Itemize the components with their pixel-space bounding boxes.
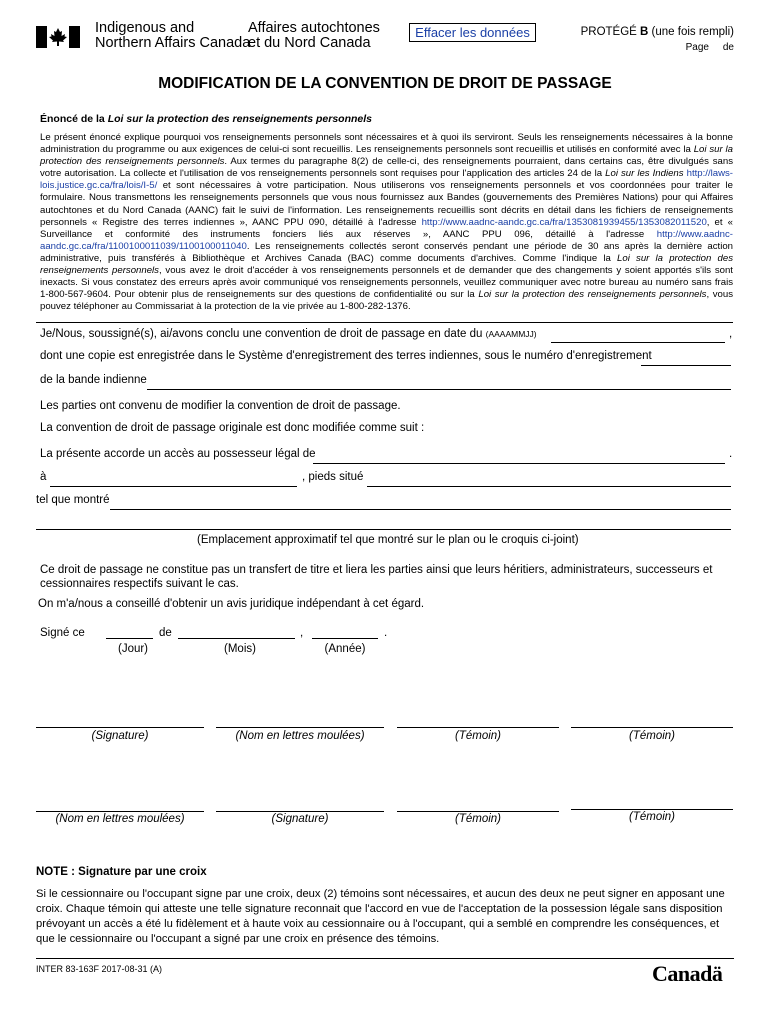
page-number: Page de (685, 42, 734, 53)
protege-level: B (640, 26, 649, 38)
feet-located-field[interactable] (367, 472, 731, 487)
printed-name-field-2[interactable] (36, 799, 204, 812)
section-divider (36, 322, 733, 323)
privacy-heading (40, 113, 372, 125)
band-name-field[interactable] (147, 375, 731, 390)
privacy-p5: . Les renseignements collectés seront conservés pendant une période de 30 ans après la dernière action administrative, puis transférés à Bibliothèque et Archives Canada (BAC) comme documents d'archives. Comme l'indique la (40, 240, 733, 264)
privacy-p4: , et « Surveillance et conformité des instruments fonciers liés aux réserves », AANC PPU 096, détaillé à l'adresse (40, 216, 733, 240)
privacy-p2: . Aux termes du paragraphe 8(2) de celle-ci, des renseignements pourraient, dans certains cas, être divulgués sans votre autorisation. La collecte et l'utilisation de vos renseignements personnels sont requises pour l'application des articles 24 de la (40, 156, 733, 180)
privacy-p6-italic: Loi sur la protection des renseignements personnels (478, 289, 707, 301)
witness-field-1[interactable] (397, 715, 559, 728)
period-2: . (384, 627, 388, 639)
witness-field-3[interactable] (397, 799, 559, 812)
note-heading: NOTE : Signature par une croix (36, 866, 207, 878)
protected-classification (520, 26, 734, 38)
year-caption: (Année) (324, 643, 366, 655)
comma: , (729, 328, 733, 340)
signed-label: Signé ce (40, 627, 85, 639)
period: . (729, 448, 733, 460)
printed-name-caption-1: (Nom en lettres moulées) (235, 730, 365, 742)
witness-field-2[interactable] (571, 715, 733, 728)
registration-label: dont une copie est enregistrée dans le Système d'enregistrement des terres indiennes, sous le numéro d'enregistrement (40, 350, 652, 362)
month-field[interactable] (178, 626, 295, 639)
dept-en-line2: Northern Affairs Canada (95, 35, 251, 51)
printed-name-caption-2: (Nom en lettres moulées) (55, 813, 185, 825)
dept-en-line1: Indigenous and (95, 20, 195, 36)
agreement-date-label (40, 328, 537, 340)
lawful-possessor-field[interactable] (313, 449, 725, 464)
not-transfer-text: Ce droit de passage ne constitue pas un transfert de titre et liera les parties ainsi que leurs héritiers, administrateurs, successeurs et cessionnaires respectifs suivant le cas. (40, 564, 713, 590)
indian-act-link[interactable]: http://laws-lois.justice.gc.ca/fra/lois/I-5/ (40, 168, 733, 192)
band-label: de la bande indienne (40, 374, 147, 386)
privacy-p6: , vous avez le droit d'accéder à vos renseignements personnels et de demander que des changements y soient apportés s'ils sont inexacts. Si vous constatez des erreurs après avoir communiqué vos renseignements personnels, veuillez communiquer avec notre bureau au numéro sans frais 1-800-567-9604. Pour obtenir plus de renseignements sur des questions de confidentialité ou sur la (40, 265, 733, 301)
witness-caption-2: (Témoin) (628, 730, 675, 742)
printed-name-field-1[interactable] (216, 715, 384, 728)
footer-divider (36, 958, 734, 959)
agreement-date-text: Je/Nous, soussigné(s), ai/avons conclu une convention de droit de passage en date du (40, 328, 483, 340)
privacy-p5-italic: Loi sur la protection des renseignements personnels (40, 252, 734, 277)
department-name-en (95, 21, 250, 51)
agreement-date-field[interactable] (551, 328, 725, 343)
day-field[interactable] (106, 626, 153, 639)
feet-located-label: , pieds situé (302, 471, 364, 483)
canada-wordmark: Canadä (652, 961, 723, 986)
year-field[interactable] (312, 626, 378, 639)
ppu096-link[interactable]: http://www.aadnc-aandc.gc.ca/fra/1100100011039/1100100011040 (40, 228, 733, 252)
witness-field-4[interactable] (571, 797, 733, 810)
ppu090-link[interactable]: http://www.aadnc-aandc.gc.ca/fra/1353081939455/1353082011520 (421, 216, 707, 228)
a-label: à (40, 471, 47, 483)
department-name-fr (248, 21, 380, 51)
signature-caption-2: (Signature) (271, 813, 329, 825)
day-caption: (Jour) (117, 643, 149, 655)
form-identifier: INTER 83-163F 2017-08-31 (A) (36, 964, 163, 974)
witness-caption-1: (Témoin) (454, 730, 501, 742)
date-format-hint: (AAAAMMJJ) (485, 329, 537, 339)
privacy-p1-italic: Loi sur la protection des renseignements personnels (40, 144, 733, 168)
canada-flag-icon (36, 26, 80, 48)
signature-field-2[interactable] (216, 799, 384, 812)
privacy-p3: et sont nécessaires à votre participation. Nous utiliserons vos renseignements personnels et vos coordonnées pour traiter le formulaire. Nous transmettons les renseignements personnels que vous nous fournissez aux Bandes (gouvernements des Premières Nations) pour qui Affaires autochtones et du Nord Canada (AANC) fait le suivi de l'information. Les renseignements recueillis sont décrits en détail dans les fichiers de renseignements personnels « Registre des terres indiennes », AANC PPU 090, détaillé à l'adresse (40, 180, 733, 228)
witness-caption-3: (Témoin) (454, 813, 501, 825)
protege-suffix: (une fois rempli) (648, 26, 734, 38)
note-text: Si le cessionnaire ou l'occupant signe par une croix, deux (2) témoins sont nécessaires, et aucun des deux ne peut signer en apposant une croix. Chaque témoin qui atteste une telle signature reconnait que l'accord en vue de l'acceptation de la possession légale sans disposition prévoyant un accès a été lu fidèlement et à haute voix au cessionnaire ou à l'occupant, qui a semblé en comprendre les conséquences, et que le cessionnaire ou l'occupant a signé par une croix en présence des témoins. (36, 888, 725, 945)
dept-fr-line1: Affaires autochtones (248, 20, 380, 36)
access-holder-label: La présente accorde un accès au possesseur légal de (40, 448, 316, 460)
location-field[interactable] (50, 472, 297, 487)
parties-agreed-text: Les parties ont convenu de modifier la convention de droit de passage. (40, 400, 401, 412)
signature-caption-1: (Signature) (91, 730, 149, 742)
privacy-p2-italic: Loi sur les Indiens (605, 168, 684, 180)
month-caption: (Mois) (224, 643, 256, 655)
privacy-p1: Le présent énoncé explique pourquoi vos renseignements personnels sont nécessaires et à quoi ils serviront. Seuls les renseignements nécessaires à la bonne administration du programme ou aux exigences de celui-ci sont recueillis. Les renseignements personnels sont recueillis et utilisés en conformité avec la (40, 132, 733, 156)
dept-fr-line2: et du Nord Canada (248, 35, 371, 51)
privacy-p7: , vous pouvez téléphoner au Commissariat à la protection de la vie privée au 1-800-282-1376. (40, 289, 733, 313)
witness-caption-4: (Témoin) (628, 811, 675, 823)
of-label: de (159, 627, 172, 639)
amended-as-follows-text: La convention de droit de passage originale est donc modifiée comme suit : (40, 422, 425, 434)
comma-2: , (300, 627, 304, 639)
as-shown-field-2[interactable] (36, 515, 731, 530)
privacy-heading-italic: Loi sur la protection des renseignements personnels (107, 113, 373, 125)
registration-number-field[interactable] (641, 351, 731, 366)
privacy-heading-pre: Énoncé de la (40, 113, 108, 125)
as-shown-label: tel que montré (36, 494, 110, 506)
signature-field-1[interactable] (36, 715, 204, 728)
page-title: MODIFICATION DE LA CONVENTION DE DROIT DE PASSAGE (158, 75, 612, 92)
location-caption: (Emplacement approximatif tel que montré sur le plan ou le croquis ci-joint) (197, 534, 579, 546)
protege-prefix: PROTÉGÉ (580, 26, 641, 38)
privacy-statement (40, 132, 733, 313)
legal-advice-text: On m'a/nous a conseillé d'obtenir un avis juridique indépendant à cet égard. (38, 598, 425, 610)
as-shown-field[interactable] (110, 495, 731, 510)
clear-data-button[interactable]: Effacer les données (409, 23, 536, 42)
